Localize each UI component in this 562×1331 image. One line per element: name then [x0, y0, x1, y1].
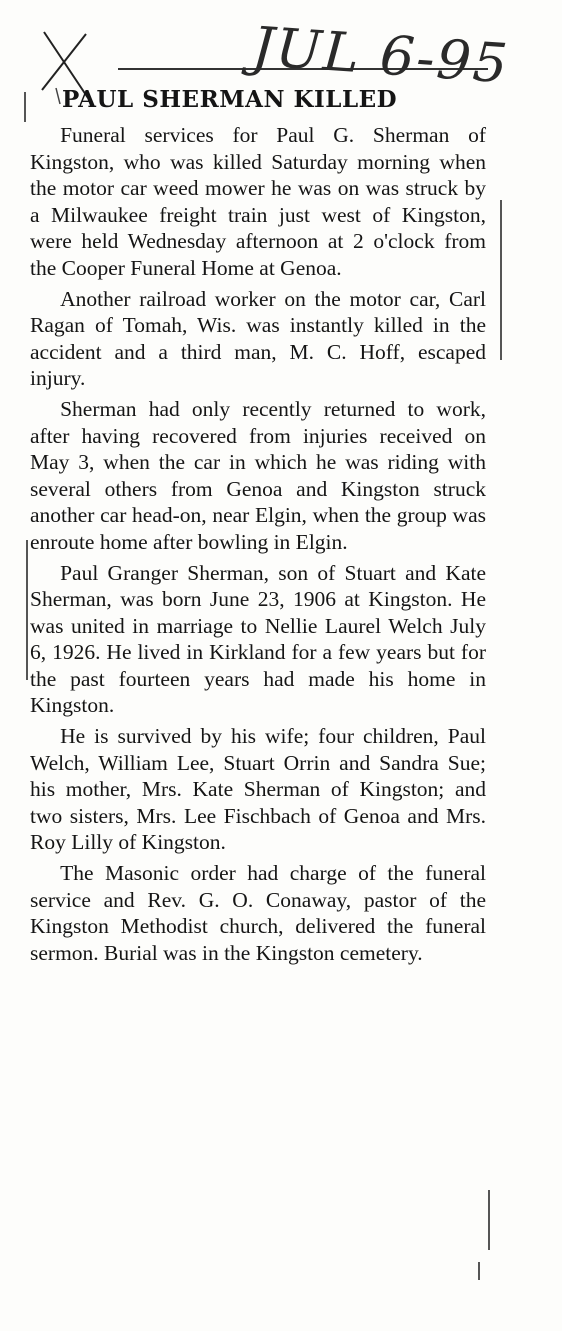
article-paragraph: Another railroad worker on the motor car, Carl Ragan of Tomah, Wis. was instantly killed in the accident and a third man, M. C. Hoff, escaped injury. — [30, 286, 486, 391]
clipping-edge-mark — [478, 1262, 480, 1280]
clipping-edge-mark — [26, 540, 28, 680]
clipping-edge-mark — [24, 92, 26, 122]
clipping-edge-mark — [488, 1190, 490, 1250]
article-paragraph: The Masonic order had charge of the funeral service and Rev. G. O. Conaway, pastor of the Kingston Methodist church, delivered the funeral sermon. Burial was in the Kingston cemetery. — [30, 861, 486, 965]
handwritten-date-stamp: JUL 6-95 — [250, 14, 512, 96]
article-paragraph: Paul Granger Sherman, son of Stuart and Kate Sherman, was born June 23, 1906 at Kingston. He was united in marriage to Nellie Laurel Welch July 6, 1926. He lived in Kirkland for a few years but for the past fourteen years had made his home in Kingston. — [30, 560, 486, 718]
clipping-edge-mark — [500, 200, 502, 360]
article-body — [30, 122, 486, 970]
article-paragraph: Funeral services for Paul G. Sherman of Kingston, who was killed Saturday morning when the motor car weed mower he was on was struck by a Milwaukee freight train just west of Kingston, were held Wednesday afternoon at 2 o'clock from the Cooper Funeral Home at Genoa. — [30, 123, 486, 280]
article-paragraph: Sherman had only recently returned to work, after having recovered from injuries received on May 3, when the car in which he was riding with several others from Genoa and Kingston struck another car head-on, near Elgin, when the group was enroute home after bowling in Elgin. — [30, 396, 486, 554]
article-paragraph: He is survived by his wife; four children, Paul Welch, William Lee, Stuart Orrin and Sandra Sue; his mother, Mrs. Kate Sherman of Kingston; and two sisters, Mrs. Lee Fischbach of Genoa and Mrs. Roy Lilly of Kingston. — [30, 724, 486, 855]
article-headline: PAUL SHERMAN KILLED — [62, 86, 398, 113]
